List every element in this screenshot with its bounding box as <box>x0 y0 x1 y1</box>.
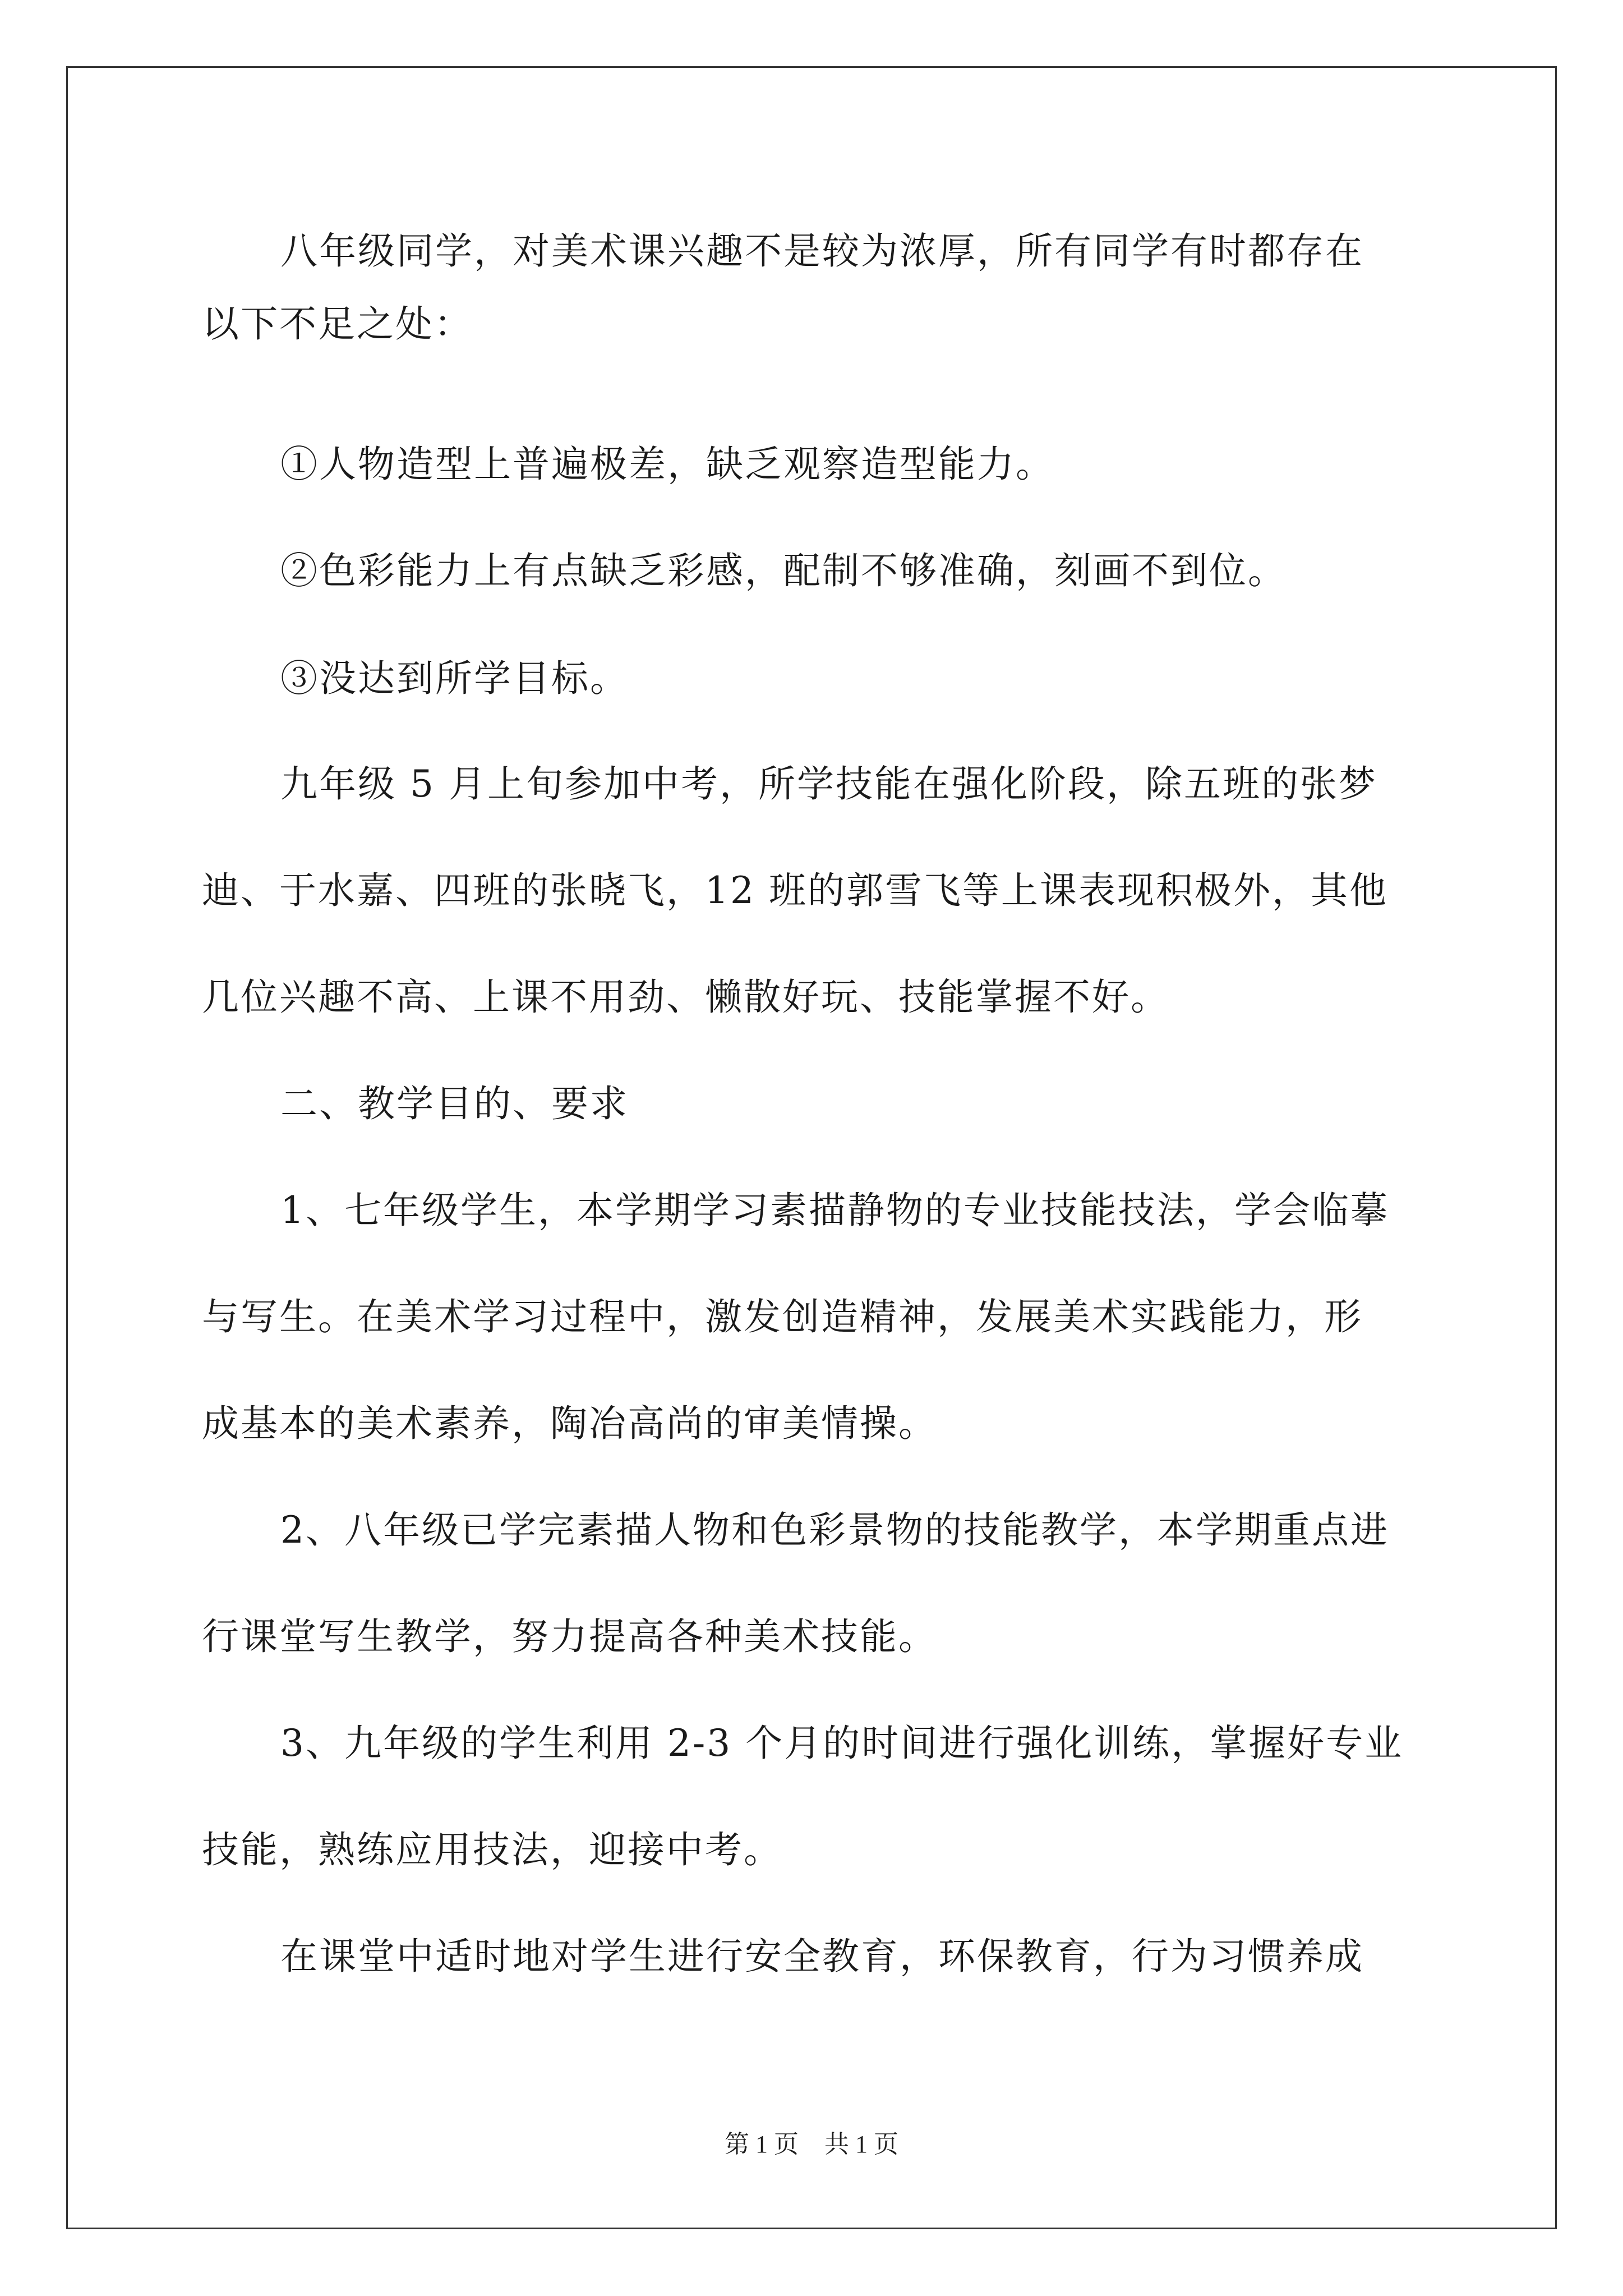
paragraph-line: 3、九年级的学生利用 2-3 个月的时间进行强化训练，掌握好专业 <box>280 1722 1404 1765</box>
paragraph-line: 九年级 5 月上旬参加中考，所学技能在强化阶段，除五班的张梦 <box>280 762 1377 806</box>
paragraph-line: 1、七年级学生，本学期学习素描静物的专业技能技法，学会临摹 <box>280 1189 1389 1232</box>
section-heading: 二、教学目的、要求 <box>280 1082 629 1125</box>
list-item: ③没达到所学目标。 <box>280 657 629 700</box>
list-item: ②色彩能力上有点缺乏彩感，配制不够准确，刻画不到位。 <box>280 549 1287 592</box>
paragraph-line: 与写生。在美术学习过程中，激发创造精神，发展美术实践能力，形 <box>202 1295 1363 1338</box>
list-item: ①人物造型上普遍极差，缺乏观察造型能力。 <box>280 443 1054 486</box>
paragraph-line: 迪、于水嘉、四班的张晓飞，12 班的郭雪飞等上课表现积极外，其他 <box>202 869 1388 912</box>
page-footer <box>0 2131 1623 2159</box>
paragraph-line: 2、八年级已学完素描人物和色彩景物的技能教学，本学期重点进 <box>280 1508 1389 1552</box>
page-number: 第 1 页 <box>725 2131 799 2158</box>
paragraph-line: 以下不足之处： <box>202 302 473 346</box>
page-total: 共 1 页 <box>824 2131 898 2158</box>
paragraph-line: 成基本的美术素养，陶冶高尚的审美情操。 <box>202 1402 937 1445</box>
paragraph-line: 在课堂中适时地对学生进行安全教育，环保教育，行为习惯养成 <box>280 1935 1364 1978</box>
paragraph-line: 几位兴趣不高、上课不用劲、懒散好玩、技能掌握不好。 <box>202 976 1169 1019</box>
paragraph-line: 八年级同学，对美术课兴趣不是较为浓厚，所有同学有时都存在 <box>280 229 1364 273</box>
paragraph-line: 行课堂写生教学，努力提高各种美术技能。 <box>202 1615 937 1658</box>
page-border <box>66 66 1557 2229</box>
paragraph-line: 技能，熟练应用技法，迎接中考。 <box>202 1828 782 1871</box>
